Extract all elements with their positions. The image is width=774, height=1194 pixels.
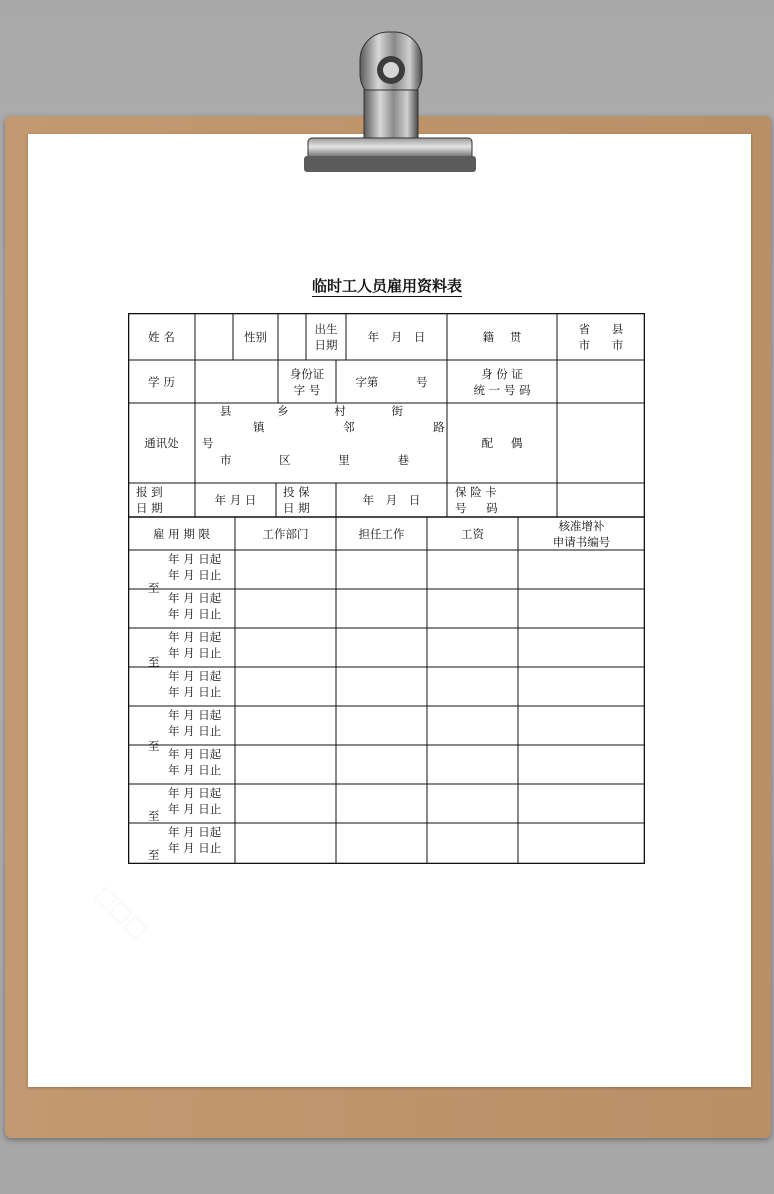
to-mark: 至: [148, 848, 160, 862]
period-header: 雇 用 期 限: [153, 527, 210, 541]
to-mark: 至: [148, 655, 160, 669]
education-label: 学 历: [148, 375, 175, 389]
approval-header-line2: 申请书编号: [552, 535, 611, 549]
period-row-1-end[interactable]: 年 月 日止: [168, 568, 222, 582]
insurance-label-line2: 日 期: [283, 501, 310, 515]
wage-header: 工资: [461, 527, 484, 541]
report-label-line2: 日 期: [136, 501, 163, 515]
birth-label-line2: 日期: [314, 338, 338, 352]
to-mark: 至: [148, 581, 160, 595]
uid-label-line2: 统 一 号 码: [473, 383, 531, 397]
address-label: 通讯处: [144, 436, 179, 450]
address-line3[interactable]: 号: [202, 436, 214, 450]
address-line4[interactable]: 市 区 里 巷: [220, 453, 409, 467]
binder-clip-icon: [294, 22, 484, 182]
period-row-7-start[interactable]: 年 月 日起: [168, 786, 222, 800]
address-line1[interactable]: 县 乡 村 街: [220, 404, 403, 418]
id-label-line2: 字 号: [293, 383, 321, 397]
department-header: 工作部门: [262, 527, 309, 541]
gender-field[interactable]: [279, 314, 305, 359]
gender-label: 性别: [244, 330, 267, 344]
name-label: 姓 名: [148, 330, 175, 344]
uid-label-line1: 身 份 证: [481, 367, 523, 381]
to-mark: 至: [148, 739, 160, 753]
period-row-6-end[interactable]: 年 月 日止: [168, 763, 222, 777]
name-field[interactable]: [196, 314, 232, 359]
period-row-7-end[interactable]: 年 月 日止: [168, 802, 222, 816]
period-row-2-end[interactable]: 年 月 日止: [168, 607, 222, 621]
insurance-date-field[interactable]: 年 月 日: [362, 493, 421, 507]
report-label-line1: 报 到: [136, 485, 163, 499]
id-number-field[interactable]: 字第 号: [355, 375, 428, 389]
period-row-8-start[interactable]: 年 月 日起: [168, 825, 222, 839]
uid-field[interactable]: [558, 361, 644, 402]
period-row-5-end[interactable]: 年 月 日止: [168, 724, 222, 738]
period-row-5-start[interactable]: 年 月 日起: [168, 708, 222, 722]
to-mark: 至: [148, 809, 160, 823]
education-field[interactable]: [196, 361, 277, 402]
native-label: 籍 贯: [482, 330, 522, 344]
native-province-county[interactable]: 省 县: [578, 322, 624, 336]
spouse-field[interactable]: [558, 404, 644, 482]
work-header: 担任工作: [358, 527, 405, 541]
approval-header-line1: 核准增补: [558, 519, 605, 533]
id-label-line1: 身份证: [289, 367, 325, 381]
employment-form-table: [128, 313, 645, 864]
insurance-card-field[interactable]: [558, 484, 644, 516]
birth-label-line1: 出生: [314, 322, 338, 336]
form-title: 临时工人员雇用资料表: [311, 277, 462, 295]
birth-date-field[interactable]: 年 月 日: [367, 330, 426, 344]
period-row-4-end[interactable]: 年 月 日止: [168, 685, 222, 699]
address-line2[interactable]: 镇 邻 路: [253, 420, 445, 434]
insurance-card-label-line1: 保 险 卡: [455, 485, 497, 499]
period-row-4-start[interactable]: 年 月 日起: [168, 669, 222, 683]
period-row-6-start[interactable]: 年 月 日起: [168, 747, 222, 761]
period-row-3-start[interactable]: 年 月 日起: [168, 630, 222, 644]
period-row-8-end[interactable]: 年 月 日止: [168, 841, 222, 855]
insurance-card-label-line2: 号 码: [455, 501, 498, 515]
spouse-label: 配 偶: [481, 436, 523, 450]
native-city[interactable]: 市 市: [578, 338, 624, 352]
period-row-3-end[interactable]: 年 月 日止: [168, 646, 222, 660]
report-date-field[interactable]: 年 月 日: [214, 493, 257, 507]
period-row-1-start[interactable]: 年 月 日起: [168, 552, 222, 566]
insurance-label-line1: 投 保: [283, 485, 310, 499]
period-row-2-start[interactable]: 年 月 日起: [168, 591, 222, 605]
